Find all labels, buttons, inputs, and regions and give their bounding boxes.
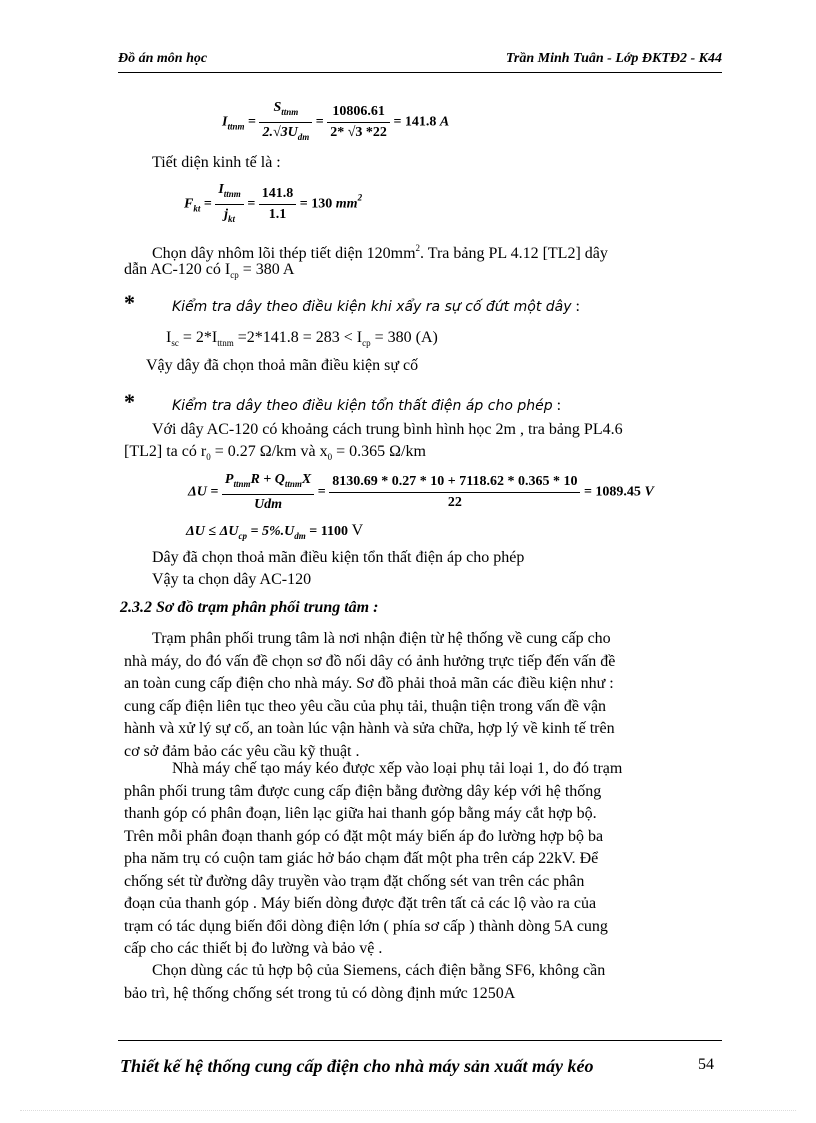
- text-line: Với dây AC-120 có khoảng cách trung bình hình học 2m , tra bảng PL4.6: [152, 421, 623, 438]
- equation-current: $I_{ttnm}$ = $\frac{S_{ttnm}}{2.√3U_{dm}}$ = $\frac{10806.61}{2* √3 *22}$ = 141.8 A: [222, 98, 449, 147]
- section-heading: 2.3.2 Sơ đồ trạm phân phối trung tâm :: [120, 599, 379, 616]
- page-number: 54: [698, 1056, 714, 1073]
- paragraph-3: Chọn dùng các tủ hợp bộ của Siemens, cách điện bằng SF6, không cần bảo trì, hệ thống chống sét trong tủ có dòng định mức 1250A: [124, 962, 606, 1002]
- check-heading: Kiểm tra dây theo điều kiện khi xẩy ra sự cố đứt một dây :: [172, 298, 580, 315]
- bullet-star: *: [124, 389, 135, 414]
- text-line: [TL2] ta có $r_0 = 0.27$ Ω/km và $x_0 = 0.365$ Ω/km: [124, 443, 426, 462]
- fraction: $\frac{I_{ttnm}}{j_{kt}}$: [215, 180, 243, 229]
- fraction: $\frac{P_{ttnm}R + Q_{ttnm}X}{\text{Udm}}$: [222, 470, 314, 515]
- equation-section: $F_{kt}$ = $\frac{I_{ttnm}}{j_{kt}}$ = $\frac{141.8}{1.1}$ = 130 $mm^2$: [184, 180, 362, 229]
- header-right: Trần Minh Tuân - Lớp ĐKTĐ2 - K44: [505, 51, 722, 66]
- footer-title: Thiết kế hệ thống cung cấp điện cho nhà máy sản xuất máy kéo: [120, 1056, 594, 1076]
- bottom-dotted-line: [20, 1110, 796, 1111]
- text-line: Vậy dây đã chọn thoả mãn điều kiện sự cố: [146, 357, 419, 374]
- text-line: Dây đã chọn thoả mãn điều kiện tổn thất điện áp cho phép: [152, 549, 525, 566]
- text-line: dẫn AC-120 có $I_{cp} = 380$ A: [124, 261, 295, 280]
- paragraph-2: Nhà máy chế tạo máy kéo được xếp vào loại phụ tải loại 1, do đó trạm phân phối trung tâm được cung cấp điện bằng đường dây kép với hệ thống thanh góp có phân đoạn, liên lạc giữa hai thanh góp bằng máy cắt hợp bộ. Trên mỗi phân đoạn thanh góp có đặt một máy biến áp đo lường hợp bộ ba pha năm trụ có cuộn tam giác hở báo chạm đất một pha trên cáp 22kV. Để chống sét từ đường dây truyền vào trạm đặt chống sét van trên các phân đoạn của thanh góp . Máy biến dòng được đặt trên tất cả các lộ vào ra của trạm có tác dụng biến đổi dòng điện lớn ( phía sơ cấp ) thành dòng 5A cung cấp cho các thiết bị đo lường và bảo vệ .: [124, 760, 623, 957]
- bullet-star: *: [124, 290, 135, 315]
- paragraph-1: Trạm phân phối trung tâm là nơi nhận điện từ hệ thống về cung cấp cho nhà máy, do đó vấn đề chọn sơ đồ nối dây có ảnh hưởng trực tiếp đến vấn đề an toàn cung cấp điện cho nhà máy. Sơ đồ phải thoả mãn các điều kiện như : cung cấp điện liên tục theo yêu cầu của phụ tải, thuận tiện trong vấn đề vận hành và xử lý sự cố, an toàn lúc vận hành và sửa chữa, hợp lý về kinh tế trên cơ sở đảm bảo các yêu cầu kỹ thuật .: [124, 630, 616, 760]
- text-line: Vậy ta chọn dây AC-120: [152, 571, 312, 588]
- fraction: $\frac{10806.61}{2* √3 *22}$: [327, 102, 390, 143]
- page-header: [118, 48, 722, 73]
- text-line: Chọn dây nhôm lõi thép tiết diện $120mm^2$. Tra bảng PL 4.12 [TL2] dây: [152, 243, 608, 262]
- equation-allowed-drop: $\Delta U \le \Delta U_{cp} = 5\%.U_{dm} = 1100$ V: [186, 522, 364, 541]
- fraction: $\frac{S_{ttnm}}{2.√3U_{dm}}$: [259, 98, 312, 147]
- text-line: Tiết diện kinh tế là :: [152, 154, 281, 171]
- text-line: $I_{sc} = 2*I_{ttnm} =2*141.8 = 283 < I_{cp} = 380$ (A): [166, 329, 438, 348]
- fraction: $\frac{141.8}{1.1}$: [259, 184, 297, 225]
- header-left: Đồ án môn học: [118, 51, 208, 66]
- equation-voltage-drop: ΔU = $\frac{P_{ttnm}R + Q_{ttnm}X}{\text{Udm}}$ = $\frac{8130.69 * 0.27 * 10 + 7118.62 * 0.365 * 10}{22}$ = 1089.45 V: [188, 470, 654, 515]
- check-heading: Kiểm tra dây theo điều kiện tổn thất điện áp cho phép :: [172, 397, 562, 414]
- page-footer: [118, 1040, 722, 1076]
- fraction: $\frac{8130.69 * 0.27 * 10 + 7118.62 * 0.365 * 10}{22}$: [329, 472, 580, 513]
